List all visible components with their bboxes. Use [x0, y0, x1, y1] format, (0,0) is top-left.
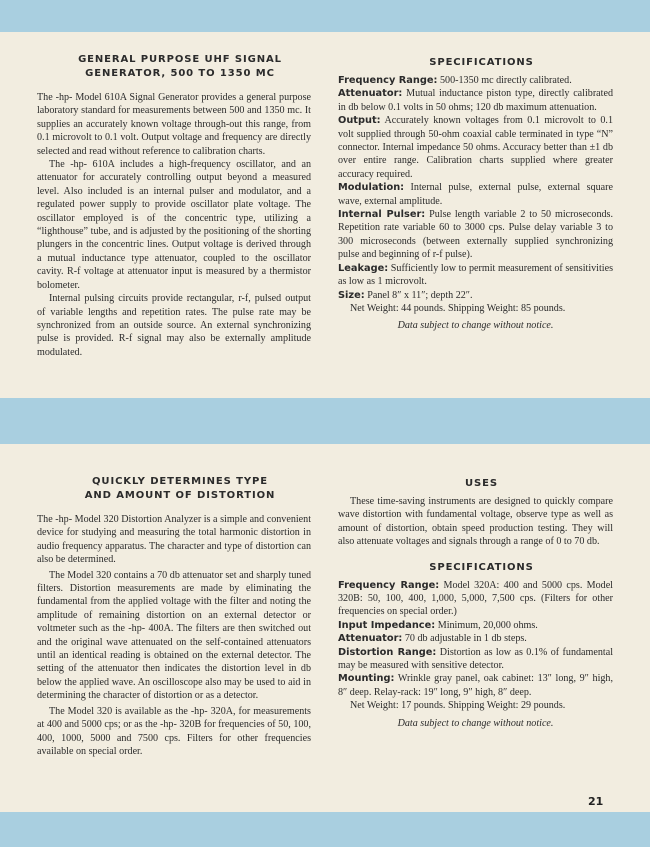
spec-item: Size: Panel 8″ x 11″; depth 22″.	[338, 289, 473, 301]
weight-line: Net Weight: 44 pounds. Shipping Weight: 85 pounds.	[350, 302, 566, 314]
top-color-band	[0, 0, 650, 32]
paragraph: The Model 320 is available as the -hp- 320A, for measurements at 400 and 5000 cps; or as the -hp- 320B for frequencies of 50, 100, 400, 1000, 5000 and 7500 cps. Filters for other frequencies available on special order.	[37, 705, 311, 757]
spec-item: Modulation: Internal pulse, external pulse, external square wave, external amplitude.	[338, 182, 613, 207]
spec-item: Mounting: Wrinkle gray panel, oak cabinet: 13″ long, 9″ high, 8″ deep. Relay-rack: 19″ long, 9″ high, 8″ deep.	[338, 673, 613, 698]
spec-item: Internal Pulser: Pulse length variable 2 to 50 microseconds. Repetition rate variable 60 to 3000 cps. Pulse delay variable 3 to 300 microseconds (between externally supplied synchronizing pulse and beginning of r-f pulse).	[338, 209, 614, 261]
spec-item: Output: Accurately known voltages from 0.1 microvolt to 0.1 volt supplied through 50-ohm coaxial cable terminated in type “N” connector. Internal impedance 50 ohms. Accuracy better than ±1 db over entire range. Calibration charts supplied where greater accuracy required.	[338, 115, 613, 180]
specifications-heading: SPECIFICATIONS	[429, 57, 534, 68]
distortion-analyzer-heading: QUICKLY DETERMINES TYPE AND AMOUNT OF DISTORTION	[84, 476, 276, 501]
distortion-analyzer-specifications	[338, 477, 613, 730]
paragraph: The Model 320 contains a 70 db attenuator set and sharply tuned filters. Distortion measurements are made by eliminating the fundamental from the applied voltage with the filter and noting the amplitude of remaining distortion on an external detector or voltmeter such as the -hp- 400A. The filters are then switched out and the original wave attenuated on the self-contained attenuators until an identical reading is obtained on the external detector. The setting of the attenuator then indicates the distortion level in db below the applied wave. An oscilloscope also may be used to aid in determining the character of distortion or as a detector.	[37, 569, 311, 702]
paragraph: Internal pulsing circuits provide rectangular, r-f, pulsed output of variable lengths and repetition rates. The pulse rate may be synchronized from an outside source. An external synchronizing pulse is provided. R-f signal may also be externally amplitude modulated.	[37, 293, 311, 358]
paragraph: The -hp- Model 610A Signal Generator provides a general purpose laboratory standard for measurements between 500 and 1350 mc. It supplies an accurately known voltage through-out this range, from 0.1 microvolt to 0.1 volt. Output voltage and frequency are directly selected and read without reference to calibration charts.	[37, 92, 311, 157]
paragraph: The -hp- Model 320 Distortion Analyzer is a simple and convenient device for studying and measuring the total harmonic distortion in audio frequency apparatus. The character and type of distortion can also be determined.	[37, 514, 311, 566]
uses-text: These time-saving instruments are designed to quickly compare wave distortion with fundamental voltage, observe type as well as amount of distortion, obtain speed production testing. They will also attenuate voltages and signals through a range of 0 to 70 db.	[338, 496, 613, 548]
spec-item: Frequency Range: 500-1350 mc directly calibrated.	[338, 75, 572, 86]
weight-line: Net Weight: 17 pounds. Shipping Weight: 29 pounds.	[350, 700, 566, 712]
paragraph: The -hp- 610A includes a high-frequency oscillator, and an attenuator for accurately controlling output beyond a measured level. Also included is an internal pulser and modulator, and a regulated power supply to provide oscillator plate voltage. The oscillator employed is of the concentric type, utilizing a “lighthouse” tube, and is adjusted by the positioning of the shorting plungers in the concentric lines. Output voltage is derived through a mutual inductance type attenuator, coupled to the oscillator cavity. R-f voltage at attenuator input is measured by a thermistor bolometer.	[37, 159, 311, 291]
page-number: 21	[588, 795, 604, 808]
spec-item: Distortion Range: Distortion as low as 0.1% of fundamental may be measured with sensitive detector.	[338, 646, 613, 672]
uses-heading: USES	[465, 478, 498, 489]
specifications-heading: SPECIFICATIONS	[429, 561, 534, 573]
distortion-analyzer-description	[37, 475, 311, 758]
signal-generator-heading: GENERAL PURPOSE UHF SIGNAL GENERATOR, 500 TO 1350 MC	[78, 54, 282, 79]
spec-item: Attenuator: 70 db adjustable in 1 db steps.	[338, 633, 527, 645]
change-notice: Data subject to change without notice.	[397, 320, 554, 332]
spec-item: Attenuator: Mutual inductance piston type, directly calibrated in db below 0.1 volts in 50 ohms; 120 db maximum attenuation.	[338, 88, 613, 113]
spec-item: Input Impedance: Minimum, 20,000 ohms.	[338, 619, 538, 631]
signal-generator-specifications	[338, 56, 613, 333]
spec-item: Leakage: Sufficiently low to permit measurement of sensitivities as low as 1 microvolt.	[338, 262, 613, 288]
middle-color-band	[0, 398, 650, 444]
spec-item: Frequency Range: Model 320A: 400 and 5000 cps. Model 320B: 50, 100, 400, 1,000, 5,000, 7,500 cps. (Filters for other frequencies on special order.)	[338, 579, 613, 618]
change-notice: Data subject to change without notice.	[397, 717, 554, 729]
bottom-color-band	[0, 812, 650, 847]
signal-generator-description	[37, 53, 311, 359]
